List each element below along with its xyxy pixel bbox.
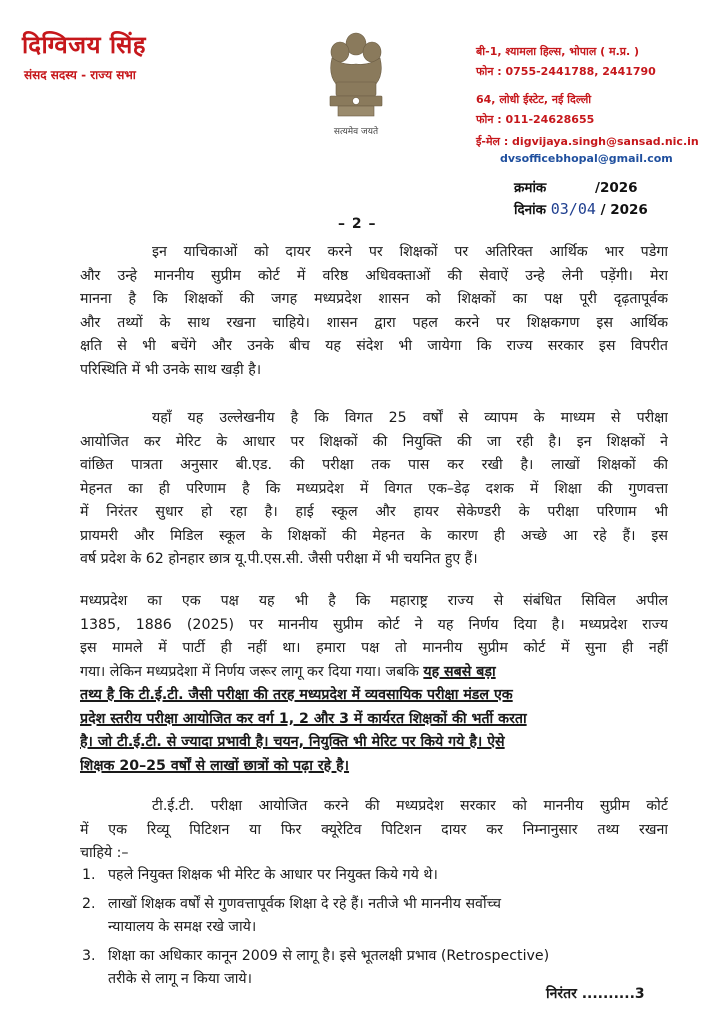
text-line: आयोजित कर मेरिट के आधार पर शिक्षकों की नियुक्ति की जा रही है। इन शिक्षकों ने <box>80 433 668 450</box>
kramank-label: क्रमांक <box>514 180 547 196</box>
list-number: 3. <box>82 948 96 964</box>
text-line: में निरंतर सुधार हो रहा है। हाई स्कूल और हायर सेकेण्डरी के परीक्षा परिणाम भी <box>80 504 668 520</box>
phone-bhopal: फोन : 0755-2441788, 2441790 <box>476 65 656 78</box>
address-bhopal: बी-1, श्यामला हिल्स, भोपाल ( म.प्र. ) <box>476 45 640 58</box>
text-line: इन याचिकाओं को दायर करने पर शिक्षकों पर अतिरिक्त आर्थिक भार पडेगा <box>152 244 668 260</box>
dinank-label: दिनांक <box>514 202 547 218</box>
email-official: ई-मेल : digvijaya.singh@sansad.nic.in <box>476 135 699 148</box>
highlighted-line: शिक्षक 20–25 वर्षों से लाखों छात्रों को पढ़ा रहे है। <box>80 757 350 774</box>
text-line: चाहिये :– <box>80 845 129 861</box>
dinank-value: 03/04 <box>550 200 596 218</box>
address-delhi: 64, लोधी ईस्टेट, नई दिल्ली <box>476 93 592 106</box>
text-line: मानना है कि शिक्षकों की जगह मध्यप्रदेश शासन को शिक्षकों का पक्ष पूरी दृढ़तापूर्वक <box>80 291 668 307</box>
highlighted-line: है। जो टी.ई.टी. से ज्यादा प्रभावी है। चयन, नियुक्ति भी मेरिट पर किये गये है। ऐसे <box>80 734 505 750</box>
phone-delhi: फोन : 011-24628655 <box>476 113 595 126</box>
text-line: प्रायमरी और मिडिल स्कूल के शिक्षकों की मेहनत के कारण ही अच्छे आ रहे हैं। इस <box>80 527 668 544</box>
kramank-year: /2026 <box>595 180 638 196</box>
paragraph-3 <box>80 590 668 778</box>
text-line: इस मामले में पार्टी ही नहीं था। हमारा पक्ष तो माननीय सुप्रीम कोर्ट में सुना ही नहीं <box>80 640 668 656</box>
emblem-motto: सत्यमेव जयते <box>333 127 379 137</box>
text-line: परिस्थिति में भी उनके साथ खड़ी है। <box>80 361 262 378</box>
sender-name: दिग्विजय सिंह <box>22 31 147 59</box>
list-item <box>82 893 672 939</box>
text-segment: गया। लेकिन मध्यप्रदेशा में निर्णय जरूर लागू कर दिया गया। जबकि <box>80 663 419 680</box>
text-line: और उन्हे माननीय सुप्रीम कोर्ट में वरिष्ठ अधिवक्ताओं की सेवाऐं उन्हे लेनी पड़ेंगी। मेरा <box>80 267 668 284</box>
list-text: शिक्षा का अधिकार कानून 2009 से लागू है। इसे भूतलक्षी प्रभाव (Retrospective) <box>108 948 550 964</box>
text-line: वांछित पात्रता अनुसार बी.एड. की परीक्षा तक पास कर रखी है। लाखों शिक्षकों की <box>80 457 668 473</box>
highlighted-line: प्रदेश स्तरीय परीक्षा आयोजित कर वर्ग 1, 2 और 3 में कार्यरत शिक्षकों की भर्ती करता <box>80 710 527 727</box>
numbered-list <box>82 864 672 997</box>
text-line: और तथ्यों के साथ रखना चाहिये। शासन द्वारा पहल करने पर शिक्षकगण इस आर्थिक <box>80 314 668 331</box>
text-line: मध्यप्रदेश का एक पक्ष यह भी है कि महाराष्ट्र राज्य से संबंधित सिविल अपील <box>80 593 668 609</box>
text-line: 1385, 1886 (2025) पर माननीय सुप्रीम कोर्ट ने यह निर्णय दिया है। मध्यप्रदेश राज्य <box>80 616 668 633</box>
list-number: 1. <box>82 867 96 883</box>
text-line: क्षति से भी बचेंगे और उनके बीच यह संदेश भी जायेगा कि राज्य सरकार इस विपरीत <box>80 338 668 354</box>
sender-designation: संसद सदस्य - राज्य सभा <box>24 68 136 82</box>
national-emblem <box>318 28 394 140</box>
paragraph-4 <box>80 795 668 866</box>
dinank-year: / 2026 <box>600 202 648 218</box>
highlighted-text: यह सबसे बड़ा <box>423 663 496 680</box>
text-line <box>80 661 668 685</box>
text-line: यहाँ यह उल्लेखनीय है कि विगत 25 वर्षों से व्यापम के माध्यम से परीक्षा <box>152 410 668 426</box>
list-item <box>82 864 672 887</box>
list-number: 2. <box>82 896 96 912</box>
paragraph-2 <box>80 407 668 572</box>
continued-footer: निरंतर ..........3 <box>546 986 645 1002</box>
list-text: लाखों शिक्षक वर्षों से गुणवत्तापूर्वक शिक्षा दे रहे हैं। नतीजे भी माननीय सर्वोच्च <box>108 896 501 912</box>
paragraph-1 <box>80 241 668 382</box>
reference-number <box>514 178 638 196</box>
text-line: वर्ष प्रदेश के 62 होनहार छात्र यू.पी.एस.सी. जैसी परीक्षा में भी चयनित हुए हैं। <box>80 551 478 567</box>
list-text: न्यायालय के समक्ष रखे जाये। <box>108 919 257 935</box>
highlighted-line: तथ्य है कि टी.ई.टी. जैसी परीक्षा की तरह मध्यप्रदेश में व्यवसायिक परीक्षा मंडल एक <box>80 687 513 703</box>
page-number: – 2 – <box>338 216 377 232</box>
list-text: पहले नियुक्त शिक्षक भी मेरिट के आधार पर नियुक्त किये गये थे। <box>108 867 438 883</box>
list-text: तरीके से लागू न किया जाये। <box>108 971 253 987</box>
text-line: मेहनत का ही परिणाम है कि मध्यप्रदेश में विगत एक–डेढ़ दशक में शिक्षा की गुणवत्ता <box>80 480 668 497</box>
letter-date <box>514 200 648 218</box>
ashoka-emblem-icon <box>318 28 394 124</box>
text-line: में एक रिव्यू पिटिशन या फिर क्यूरेटिव पिटिशन दायर कर निम्नानुसार तथ्य रखना <box>80 821 668 838</box>
text-line: टी.ई.टी. परीक्षा आयोजित करने की मध्यप्रदेश सरकार को माननीय सुप्रीम कोर्ट <box>152 798 668 814</box>
email-office: dvsofficebhopal@gmail.com <box>500 152 673 165</box>
